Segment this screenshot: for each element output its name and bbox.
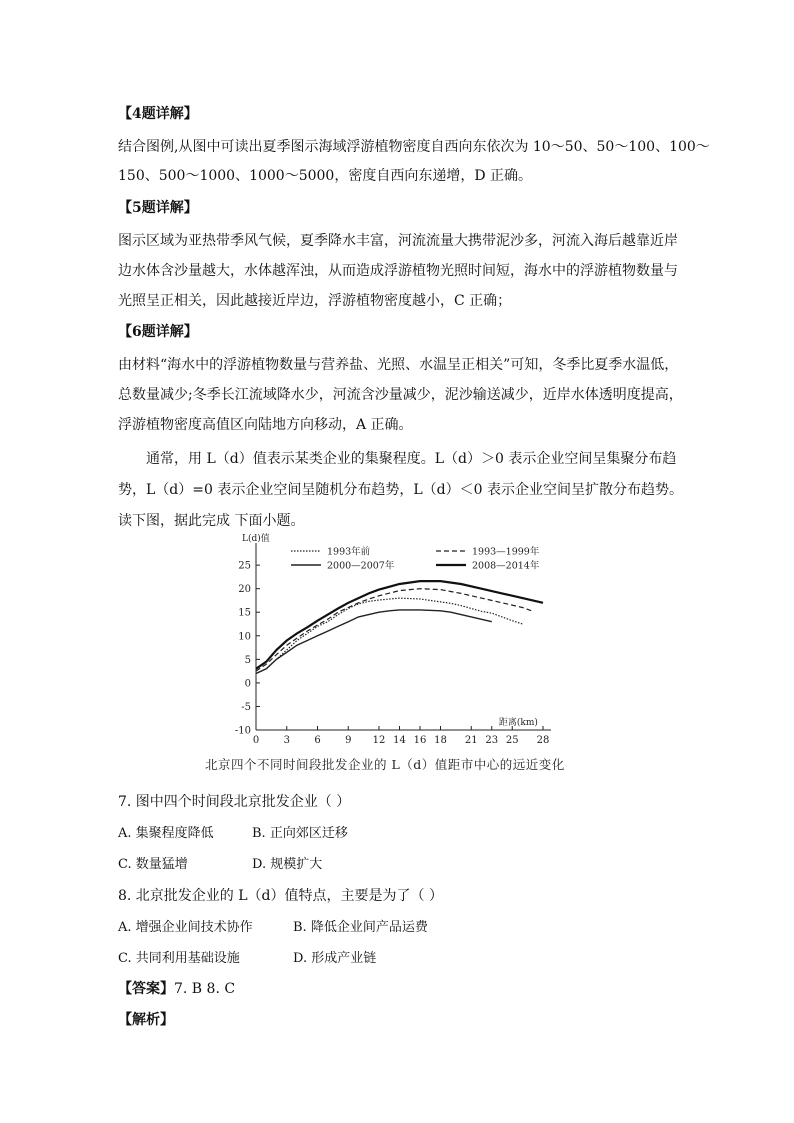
q6-text-line-1: 由材料“海水中的浮游植物数量与营养盐、光照、水温呈正相关”可知，冬季比夏季水温低， [118,357,679,373]
y-tick-label: 20 [238,584,251,596]
q8-option-a: A. 增强企业间技术协作 [118,920,253,935]
q7-option-b: B. 正向郊区迁移 [252,826,348,841]
legend-label-2: 1993—1999年 [472,546,540,558]
series-line-3 [256,610,492,674]
question-8: 8. 北京批发企业的 L（d）值特点，主要是为了（ ） [118,888,443,904]
q8-option-b: B. 降低企业间产品运费 [293,920,428,935]
x-tick-label: 12 [372,735,386,746]
q7-option-d: D. 规模扩大 [252,857,323,872]
x-tick-label: 18 [434,735,447,746]
q8-option-c: C. 共同利用基础设施 [118,951,240,966]
x-tick-label: 3 [283,735,290,746]
answer-line [118,978,235,998]
q6-text-line-2: 总数量减少;冬季长江流域降水少，河流含沙量减少，泥沙输送减少，近岸水体透明度提高， [118,387,683,403]
question-7: 7. 图中四个时间段北京批发企业（ ） [118,794,351,810]
q4-text-line-1: 结合图例,从图中可读出夏季图示海域浮游植物密度自西向东依次为 10～50、50～100、100～ [118,139,710,155]
q5-heading: 【5题详解】 [118,200,198,216]
figure-caption: 北京四个不同时间段批发企业的 L（d）值距市中心的远近变化 [205,757,565,772]
y-tick-label: 15 [238,607,251,619]
intro-line-1: 通常，用 L（d）值表示某类企业的集聚程度。L（d）＞0 表示企业空间呈集聚分布趋 [146,451,677,467]
x-tick-label: 16 [413,735,427,746]
x-tick-label: 6 [314,735,321,746]
y-tick-label: -10 [234,725,251,737]
intro-line-3: 读下图，据此完成 下面小题。 [118,513,305,529]
series-line-2 [256,589,533,671]
q6-heading: 【6题详解】 [118,324,198,340]
y-tick-label: 5 [244,654,251,666]
x-tick-label: 0 [252,735,260,746]
ld-line-chart [198,533,598,753]
q7-option-c: C. 数量猛增 [118,857,188,872]
q8-option-d: D. 形成产业链 [293,951,377,966]
q5-text-line-2: 边水体含沙量越大，水体越浑浊，从而造成浮游植物光照时间短，海水中的浮游植物数量与 [118,263,678,279]
series-line-1 [256,598,523,673]
legend-label-1: 1993年前 [327,546,371,558]
x-tick-label: 21 [464,735,478,746]
q5-text-line-1: 图示区域为亚热带季风气候，夏季降水丰富，河流流量大携带泥沙多，河流入海后越靠近岸 [118,233,678,249]
q5-text-line-3: 光照呈正相关，因此越接近岸边，浮游植物密度越小，C 正确； [118,293,512,309]
y-tick-label: 0 [244,678,251,690]
analysis-heading: 【解析】 [118,1012,174,1028]
legend-label-4: 2008—2014年 [472,560,540,572]
q4-heading: 【4题详解】 [118,106,198,122]
x-tick-label: 9 [345,735,352,746]
q6-text-line-3: 浮游植物密度高值区向陆地方向移动，A 正确。 [118,417,413,433]
q7-option-a: A. 集聚程度降低 [118,826,214,841]
x-tick-label: 25 [505,735,519,746]
y-axis-label: L(d)值 [242,534,270,544]
x-axis-label: 距离(km) [498,718,538,728]
x-tick-label: 23 [485,735,499,746]
y-tick-label: 10 [238,631,251,643]
legend-label-3: 2000—2007年 [327,560,395,572]
intro-line-2: 势，L（d）=0 表示企业空间呈随机分布趋势，L（d）＜0 表示企业空间呈扩散分布趋势。 [118,482,683,498]
figure-ld-chart [198,533,598,779]
y-tick-label: 25 [238,560,251,572]
x-tick-label: 28 [536,735,550,746]
series-line-4 [256,581,543,669]
x-tick-label: 14 [393,735,406,746]
answer-label: 【答案】 [118,981,174,997]
y-tick-label: -5 [241,701,251,713]
answer-text: 7. B 8. C [174,981,236,997]
q4-text-line-2: 150、500～1000、1000～5000，密度自西向东递增，D 正确。 [118,168,533,184]
